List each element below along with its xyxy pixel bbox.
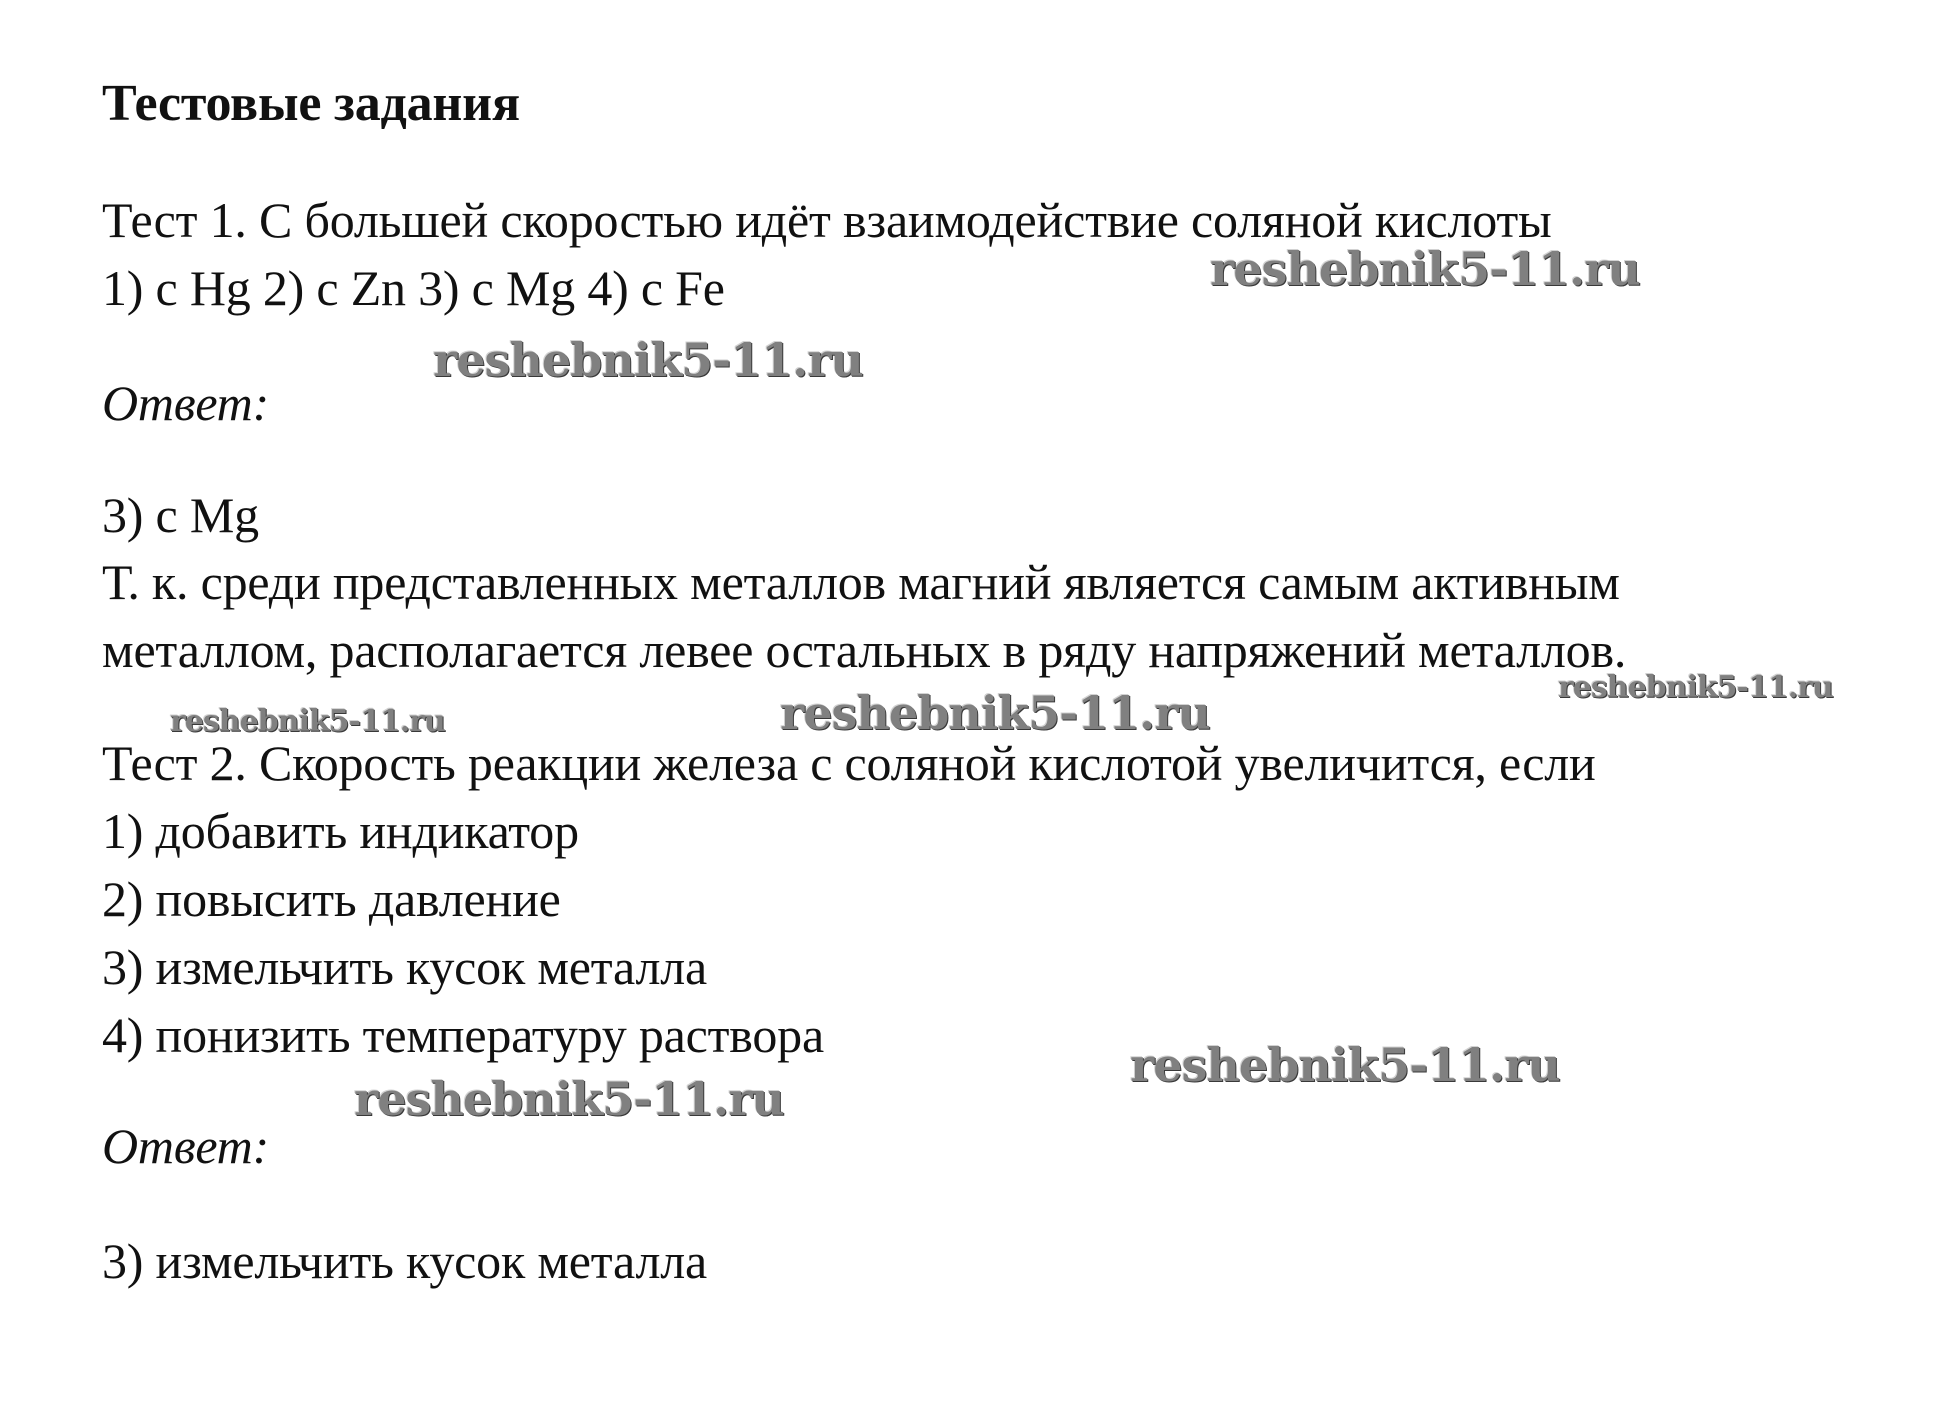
- test2-option-3: 3) измельчить кусок металла: [102, 939, 707, 995]
- test1-question: Тест 1. С большей скоростью идёт взаимодействие соляной кислоты: [102, 192, 1552, 248]
- test1-options: 1) с Hg 2) с Zn 3) с Mg 4) с Fe: [102, 260, 725, 316]
- test1-answer: 3) с Mg: [102, 487, 259, 543]
- watermark: reshebnik5-11.ru: [433, 333, 863, 387]
- page-heading: Тестовые задания: [102, 75, 520, 132]
- test2-answer: 3) измельчить кусок металла: [102, 1233, 707, 1289]
- test2-answer-label: Ответ:: [102, 1118, 270, 1174]
- watermark: reshebnik5-11.ru: [780, 686, 1210, 740]
- test2-option-1: 1) добавить индикатор: [102, 803, 579, 859]
- watermark: reshebnik5-11.ru: [1558, 670, 1833, 705]
- test2-option-4: 4) понизить температуру раствора: [102, 1007, 824, 1063]
- test1-answer-label: Ответ:: [102, 375, 270, 431]
- watermark: reshebnik5-11.ru: [1130, 1038, 1560, 1092]
- test1-explanation-line-2: металлом, располагается левее остальных в ряду напряжений металлов.: [102, 622, 1627, 678]
- watermark: reshebnik5-11.ru: [170, 704, 445, 739]
- test1-explanation-line-1: Т. к. среди представленных металлов магний является самым активным: [102, 554, 1620, 610]
- test2-question: Тест 2. Скорость реакции железа с соляной кислотой увеличится, если: [102, 735, 1596, 791]
- watermark: reshebnik5-11.ru: [354, 1072, 784, 1126]
- watermark: reshebnik5-11.ru: [1210, 242, 1640, 296]
- test2-option-2: 2) повысить давление: [102, 871, 561, 927]
